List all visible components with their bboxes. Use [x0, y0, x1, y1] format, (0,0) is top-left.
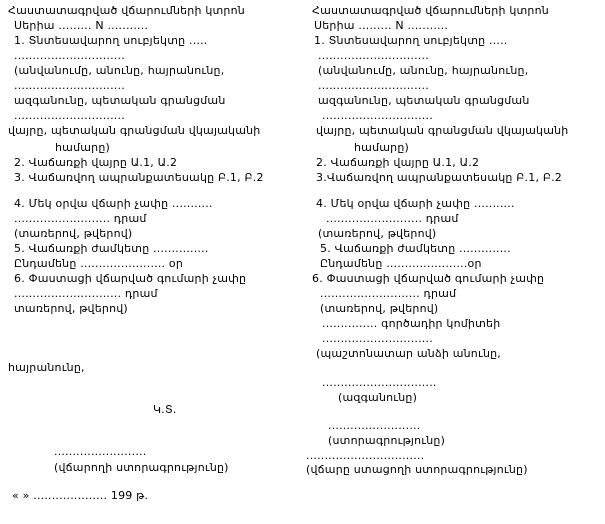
left-name-hint: (անվանումը, անունը, հայրանունը, [14, 64, 225, 77]
right-surname-hint: (ազգանունը) [338, 391, 418, 404]
right-place-hint: վայրը, պետական գրանցման վկայականի [316, 124, 569, 137]
right-dots-surname: ............................... [322, 376, 437, 389]
right-item5-total: Ընդամենը ......................օր [320, 257, 482, 270]
left-item6: 6. Փաստացի վճարված գումարի չափը [14, 272, 247, 285]
left-item4-amount: .......................... դրամ [14, 212, 147, 225]
left-dots3: .............................. [14, 109, 125, 122]
right-name-hint: (անվանումը, անունը, հայրանունը, [318, 64, 529, 77]
right-official-hint: (պաշտոնատար անձի անունը, [316, 347, 501, 360]
left-item2: 2. Վաճառքի վայրը Ա.1, Ա.2 [14, 156, 178, 169]
left-item1: 1. Տնտեսավարող սուբյեկտը ..... [14, 34, 208, 47]
right-item6-amount: ........................... դրամ [320, 287, 457, 300]
right-surname-hint: ազգանունը, պետական գրանցման [318, 94, 530, 107]
seal-mark: Կ.Տ. [153, 403, 177, 416]
right-item4: 4. Մեկ օրվա վճարի չափը ........... [316, 197, 515, 210]
right-dots1: .............................. [318, 49, 429, 62]
right-item1: 1. Տնտեսավարող սուբյեկտը ..... [314, 34, 508, 47]
right-signature-line: ......................... [328, 419, 421, 432]
right-dots3: .............................. [322, 109, 433, 122]
right-series-line: Սերիա ......... N ........... [314, 19, 449, 32]
left-item5: 5. Վաճառքի ժամկետը ............... [14, 242, 209, 255]
left-item3: 3. Վաճառվող ապրանքատեսակը Բ.1, Բ.2 [14, 171, 264, 184]
right-dots2: .............................. [318, 79, 429, 92]
right-item2: 2. Վաճառքի վայրը Ա.1, Ա.2 [316, 156, 480, 169]
left-item4: 4. Մեկ օրվա վճարի չափը ........... [14, 197, 213, 210]
right-dots-official: .............................. [322, 332, 433, 345]
right-committee: ............... գործադիր կոմիտեի [322, 317, 501, 330]
left-item6-hint: տառերով, թվերով) [14, 302, 128, 315]
left-dots2: .............................. [14, 79, 125, 92]
right-item4-amount: .......................... դրամ [326, 212, 459, 225]
right-item6: 6. Փաստացի վճարված գումարի չափը [312, 272, 545, 285]
receiver-signature-hint: (վճարը ստացողի ստորագրությունը) [306, 463, 528, 476]
right-item6-hint: (տառերով, թվերով) [320, 302, 439, 315]
left-surname-hint: ազգանունը, պետական գրանցման [14, 94, 226, 107]
right-title: Հաստատագրված վճարումների կտրոն [312, 4, 549, 17]
left-item5-total: Ընդամենը ....................... օր [14, 257, 184, 270]
left-title: Հաստատագրված վճարումների կտրոն [8, 4, 245, 17]
right-item5: 5. Վաճառքի ժամկետը .............. [320, 242, 511, 255]
payer-signature-line: ......................... [54, 445, 147, 458]
date-line: « » .................... 199 թ. [12, 489, 149, 502]
receiver-signature-line: ................................ [306, 449, 425, 462]
left-item4-hint: (տառերով, թվերով) [14, 227, 133, 240]
right-signature-hint: (ստորագրությունը) [328, 434, 446, 447]
right-number-hint: համարը) [354, 141, 410, 154]
payer-signature-hint: (վճարողի ստորագրությունը) [54, 461, 229, 474]
left-item6-amount: ............................. դրամ [14, 287, 158, 300]
left-dots1: .............................. [14, 49, 125, 62]
right-item4-hint: (տառերով, թվերով) [318, 227, 437, 240]
left-number-hint: համարը) [55, 141, 111, 154]
left-place-hint: վայրը, պետական գրանցման վկայականի [8, 124, 261, 137]
left-series-line: Սերիա ......... N ........... [14, 19, 149, 32]
right-item3: 3.Վաճառվող ապրանքատեսակը Բ.1, Բ.2 [316, 171, 562, 184]
left-patronymic: հայրանունը, [8, 361, 85, 374]
